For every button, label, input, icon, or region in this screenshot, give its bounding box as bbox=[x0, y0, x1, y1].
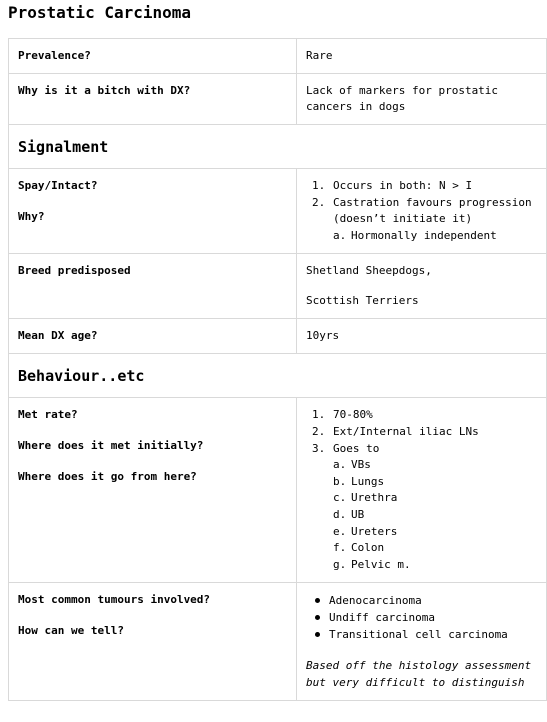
bullet-icon bbox=[315, 598, 320, 603]
bullet-list bbox=[306, 592, 538, 643]
bullet-icon bbox=[315, 615, 320, 620]
list-item-text: 70-80% bbox=[333, 408, 373, 422]
list-item bbox=[333, 540, 538, 557]
list-item bbox=[333, 490, 538, 507]
list-item-text: Transitional cell carcinoma bbox=[329, 628, 508, 642]
question-text: Where does it go from here? bbox=[18, 470, 197, 484]
list-item bbox=[333, 524, 538, 541]
list-item-text: Adenocarcinoma bbox=[329, 594, 422, 608]
list-item-text: UB bbox=[351, 507, 365, 521]
list-item-text: Lungs bbox=[351, 474, 385, 488]
list-item-text: Urethra bbox=[351, 491, 398, 505]
table-row bbox=[9, 583, 547, 701]
answer-cell bbox=[297, 254, 547, 319]
answer-cell bbox=[297, 39, 547, 74]
list-item-text: Occurs in both: N > I bbox=[333, 179, 473, 192]
table-row bbox=[9, 169, 547, 254]
answer-cell bbox=[297, 319, 547, 354]
list-marker: d. bbox=[333, 507, 347, 521]
question-text: Breed predisposed bbox=[18, 264, 131, 278]
table-row bbox=[9, 319, 547, 354]
question-cell bbox=[9, 583, 297, 701]
answer-text: Shetland Sheepdogs, bbox=[306, 264, 432, 278]
page-title: Prostatic Carcinoma bbox=[8, 3, 192, 22]
list-marker: c. bbox=[333, 491, 347, 505]
histology-note: Based off the histology assessment but very difficult to distinguish bbox=[306, 659, 532, 690]
list-item-text: Pelvic m. bbox=[351, 557, 411, 571]
list-marker: 2. bbox=[312, 195, 326, 209]
list-marker: a. bbox=[333, 228, 347, 242]
answer-cell bbox=[297, 583, 547, 701]
list-item-text: Ext/Internal iliac LNs bbox=[333, 424, 479, 438]
lettered-list bbox=[333, 228, 538, 245]
numbered-list bbox=[306, 407, 538, 573]
list-item-text: Colon bbox=[351, 541, 385, 555]
section-heading-signalment: Signalment bbox=[9, 125, 547, 169]
list-item-text: Hormonally independent bbox=[351, 228, 497, 242]
list-item-text: Castration favours progression (doesn’t initiate it) bbox=[333, 195, 532, 226]
question-cell bbox=[9, 39, 297, 74]
list-marker: f. bbox=[333, 541, 347, 555]
question-cell bbox=[9, 169, 297, 254]
list-item-text: Ureters bbox=[351, 524, 398, 538]
question-cell bbox=[9, 398, 297, 583]
answer-text: Lack of markers for prostatic cancers in dogs bbox=[306, 84, 499, 113]
answer-text: Scottish Terriers bbox=[306, 294, 419, 308]
list-item bbox=[306, 424, 538, 441]
list-item bbox=[306, 626, 538, 643]
list-item bbox=[306, 592, 538, 609]
numbered-list bbox=[306, 178, 538, 244]
answer-text: 10yrs bbox=[306, 329, 340, 343]
notes-table bbox=[8, 38, 547, 701]
list-item bbox=[333, 557, 538, 574]
question-text: Prevalence? bbox=[18, 49, 91, 62]
table-row bbox=[9, 398, 547, 583]
question-cell bbox=[9, 254, 297, 319]
answer-text: Rare bbox=[306, 49, 333, 62]
answer-cell bbox=[297, 169, 547, 254]
list-item bbox=[333, 474, 538, 491]
question-text: Where does it met initially? bbox=[18, 439, 204, 453]
section-row bbox=[9, 354, 547, 398]
list-item-text: Undiff carcinoma bbox=[329, 611, 435, 625]
answer-cell bbox=[297, 74, 547, 125]
question-text: Why? bbox=[18, 210, 45, 223]
list-marker: a. bbox=[333, 458, 347, 472]
question-text: Most common tumours involved? bbox=[18, 593, 211, 607]
list-item bbox=[306, 609, 538, 626]
list-marker: g. bbox=[333, 557, 347, 571]
question-text: How can we tell? bbox=[18, 624, 124, 638]
answer-cell bbox=[297, 398, 547, 583]
list-item-text: VBs bbox=[351, 458, 371, 472]
list-item bbox=[306, 407, 538, 424]
list-item bbox=[333, 457, 538, 474]
list-item-text: Goes to bbox=[333, 441, 380, 455]
section-row bbox=[9, 125, 547, 169]
section-heading-behaviour: Behaviour..etc bbox=[9, 354, 547, 398]
table-row bbox=[9, 39, 547, 74]
list-marker: 1. bbox=[312, 408, 326, 422]
table-row bbox=[9, 254, 547, 319]
list-marker: 1. bbox=[312, 179, 326, 192]
list-item bbox=[306, 178, 538, 195]
question-text: Spay/Intact? bbox=[18, 179, 98, 192]
question-text: Mean DX age? bbox=[18, 329, 98, 343]
list-marker: b. bbox=[333, 474, 347, 488]
question-text: Why is it a bitch with DX? bbox=[18, 84, 191, 97]
list-item bbox=[306, 441, 538, 574]
list-marker: e. bbox=[333, 524, 347, 538]
bullet-icon bbox=[315, 632, 320, 637]
table-row bbox=[9, 74, 547, 125]
list-item bbox=[333, 228, 538, 245]
list-marker: 3. bbox=[312, 441, 326, 455]
question-text: Met rate? bbox=[18, 408, 78, 422]
lettered-list bbox=[333, 457, 538, 573]
list-item bbox=[333, 507, 538, 524]
list-marker: 2. bbox=[312, 424, 326, 438]
question-cell bbox=[9, 74, 297, 125]
list-item bbox=[306, 195, 538, 245]
question-cell bbox=[9, 319, 297, 354]
